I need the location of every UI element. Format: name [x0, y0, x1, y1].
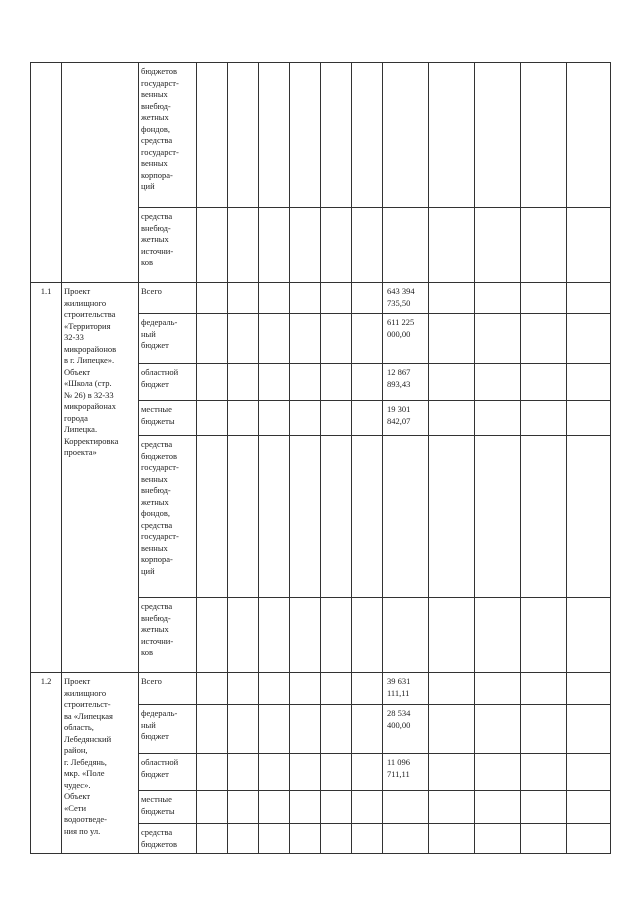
funding-source-cell: средства внебюд- жетных источни- ков: [139, 208, 197, 283]
empty-cell: [352, 791, 383, 824]
empty-cell: [567, 824, 611, 854]
empty-cell: [521, 314, 567, 364]
empty-cell: [321, 673, 352, 705]
empty-cell: [521, 436, 567, 598]
empty-cell: [567, 598, 611, 673]
amount-cell: 643 394 735,50: [383, 283, 429, 314]
empty-cell: [228, 436, 259, 598]
empty-cell: [228, 314, 259, 364]
amount-cell: [383, 436, 429, 598]
empty-cell: [197, 824, 228, 854]
empty-cell: [352, 754, 383, 791]
funding-source-cell: федераль- ный бюджет: [139, 705, 197, 754]
empty-cell: [352, 63, 383, 208]
empty-cell: [429, 208, 475, 283]
funding-source-cell: средства внебюд- жетных источни- ков: [139, 598, 197, 673]
empty-cell: [521, 673, 567, 705]
empty-cell: [290, 754, 321, 791]
funding-source-cell: областной бюджет: [139, 754, 197, 791]
empty-cell: [352, 401, 383, 436]
amount-cell: 28 534 400,00: [383, 705, 429, 754]
empty-cell: [228, 791, 259, 824]
empty-cell: [429, 673, 475, 705]
empty-cell: [475, 791, 521, 824]
empty-cell: [521, 754, 567, 791]
empty-cell: [321, 63, 352, 208]
empty-cell: [290, 283, 321, 314]
empty-cell: [475, 314, 521, 364]
empty-cell: [321, 824, 352, 854]
empty-cell: [259, 283, 290, 314]
empty-cell: [197, 283, 228, 314]
budget-table: [30, 62, 611, 854]
empty-cell: [321, 364, 352, 401]
empty-cell: [475, 63, 521, 208]
amount-cell: 11 096 711,11: [383, 754, 429, 791]
empty-cell: [259, 791, 290, 824]
empty-cell: [352, 314, 383, 364]
empty-cell: [521, 364, 567, 401]
funding-source-cell: средства бюджетов государст- венных внебюд- жетных фондов, средства государст- венных корпора- ций: [139, 436, 197, 598]
empty-cell: [521, 208, 567, 283]
empty-cell: [259, 598, 290, 673]
empty-cell: [521, 791, 567, 824]
empty-cell: [567, 314, 611, 364]
empty-cell: [197, 314, 228, 364]
empty-cell: [352, 598, 383, 673]
empty-cell: [197, 754, 228, 791]
funding-source-cell: местные бюджеты: [139, 791, 197, 824]
empty-cell: [567, 283, 611, 314]
empty-cell: [429, 401, 475, 436]
empty-cell: [352, 283, 383, 314]
funding-source-cell: Всего: [139, 673, 197, 705]
empty-cell: [290, 673, 321, 705]
empty-cell: [475, 754, 521, 791]
empty-cell: [567, 364, 611, 401]
empty-cell: [352, 436, 383, 598]
amount-cell: 611 225 000,00: [383, 314, 429, 364]
amount-cell: 19 301 842,07: [383, 401, 429, 436]
empty-cell: [429, 791, 475, 824]
empty-cell: [290, 791, 321, 824]
empty-cell: [475, 824, 521, 854]
empty-cell: [567, 436, 611, 598]
empty-cell: [475, 598, 521, 673]
empty-cell: [259, 63, 290, 208]
empty-cell: [197, 63, 228, 208]
table-row: [31, 63, 611, 208]
row-number-cell: 1.2: [31, 673, 62, 854]
empty-cell: [290, 63, 321, 208]
empty-cell: [567, 791, 611, 824]
empty-cell: [521, 401, 567, 436]
empty-cell: [228, 208, 259, 283]
empty-cell: [259, 208, 290, 283]
empty-cell: [228, 598, 259, 673]
empty-cell: [475, 436, 521, 598]
empty-cell: [429, 364, 475, 401]
funding-source-cell: местные бюджеты: [139, 401, 197, 436]
empty-cell: [475, 705, 521, 754]
empty-cell: [321, 754, 352, 791]
empty-cell: [521, 283, 567, 314]
empty-cell: [352, 705, 383, 754]
empty-cell: [352, 824, 383, 854]
empty-cell: [228, 705, 259, 754]
empty-cell: [321, 598, 352, 673]
funding-source-cell: федераль- ный бюджет: [139, 314, 197, 364]
row-number-cell: [31, 63, 62, 283]
empty-cell: [290, 208, 321, 283]
empty-cell: [429, 754, 475, 791]
empty-cell: [321, 705, 352, 754]
row-number-cell: 1.1: [31, 283, 62, 673]
empty-cell: [521, 705, 567, 754]
empty-cell: [429, 824, 475, 854]
empty-cell: [321, 791, 352, 824]
empty-cell: [290, 705, 321, 754]
amount-cell: 39 631 111,11: [383, 673, 429, 705]
empty-cell: [197, 791, 228, 824]
empty-cell: [429, 283, 475, 314]
amount-cell: [383, 63, 429, 208]
table-row: [31, 673, 611, 705]
empty-cell: [259, 824, 290, 854]
funding-source-cell: Всего: [139, 283, 197, 314]
amount-cell: [383, 598, 429, 673]
empty-cell: [197, 436, 228, 598]
empty-cell: [429, 63, 475, 208]
empty-cell: [567, 705, 611, 754]
empty-cell: [429, 705, 475, 754]
empty-cell: [228, 824, 259, 854]
project-name-cell: Проект жилищного строительства «Территория 32-33 микрорайонов в г. Липецке». Объект «Школа (стр. № 26) в 32-33 микрорайонах города Липецка. Корректировка проекта»: [62, 283, 139, 673]
empty-cell: [228, 401, 259, 436]
empty-cell: [197, 673, 228, 705]
empty-cell: [228, 673, 259, 705]
amount-cell: 12 867 893,43: [383, 364, 429, 401]
empty-cell: [475, 283, 521, 314]
empty-cell: [429, 314, 475, 364]
empty-cell: [259, 364, 290, 401]
empty-cell: [259, 401, 290, 436]
empty-cell: [259, 754, 290, 791]
empty-cell: [475, 673, 521, 705]
empty-cell: [567, 63, 611, 208]
table-row: [31, 283, 611, 314]
empty-cell: [567, 401, 611, 436]
empty-cell: [352, 673, 383, 705]
empty-cell: [321, 314, 352, 364]
empty-cell: [521, 63, 567, 208]
funding-source-cell: областной бюджет: [139, 364, 197, 401]
empty-cell: [429, 436, 475, 598]
empty-cell: [475, 401, 521, 436]
empty-cell: [429, 598, 475, 673]
empty-cell: [228, 283, 259, 314]
empty-cell: [259, 436, 290, 598]
empty-cell: [321, 208, 352, 283]
empty-cell: [352, 364, 383, 401]
amount-cell: [383, 824, 429, 854]
empty-cell: [228, 63, 259, 208]
empty-cell: [290, 824, 321, 854]
project-name-cell: [62, 63, 139, 283]
empty-cell: [197, 598, 228, 673]
funding-source-cell: бюджетов государст- венных внебюд- жетных фондов, средства государст- венных корпора- ций: [139, 63, 197, 208]
empty-cell: [197, 401, 228, 436]
amount-cell: [383, 208, 429, 283]
empty-cell: [290, 401, 321, 436]
empty-cell: [352, 208, 383, 283]
empty-cell: [321, 401, 352, 436]
empty-cell: [259, 314, 290, 364]
empty-cell: [321, 436, 352, 598]
empty-cell: [475, 208, 521, 283]
empty-cell: [567, 673, 611, 705]
empty-cell: [197, 208, 228, 283]
empty-cell: [475, 364, 521, 401]
empty-cell: [290, 364, 321, 401]
empty-cell: [290, 436, 321, 598]
empty-cell: [290, 314, 321, 364]
empty-cell: [521, 824, 567, 854]
empty-cell: [321, 283, 352, 314]
empty-cell: [197, 705, 228, 754]
empty-cell: [521, 598, 567, 673]
project-name-cell: Проект жилищного строительст- ва «Липецкая область, Лебедянский район, г. Лебедянь, мкр. «Поле чудес». Объект «Сети водоотведе- ния по ул.: [62, 673, 139, 854]
funding-source-cell: средства бюджетов: [139, 824, 197, 854]
empty-cell: [567, 754, 611, 791]
amount-cell: [383, 791, 429, 824]
empty-cell: [259, 673, 290, 705]
empty-cell: [228, 364, 259, 401]
empty-cell: [290, 598, 321, 673]
empty-cell: [567, 208, 611, 283]
empty-cell: [197, 364, 228, 401]
empty-cell: [228, 754, 259, 791]
empty-cell: [259, 705, 290, 754]
